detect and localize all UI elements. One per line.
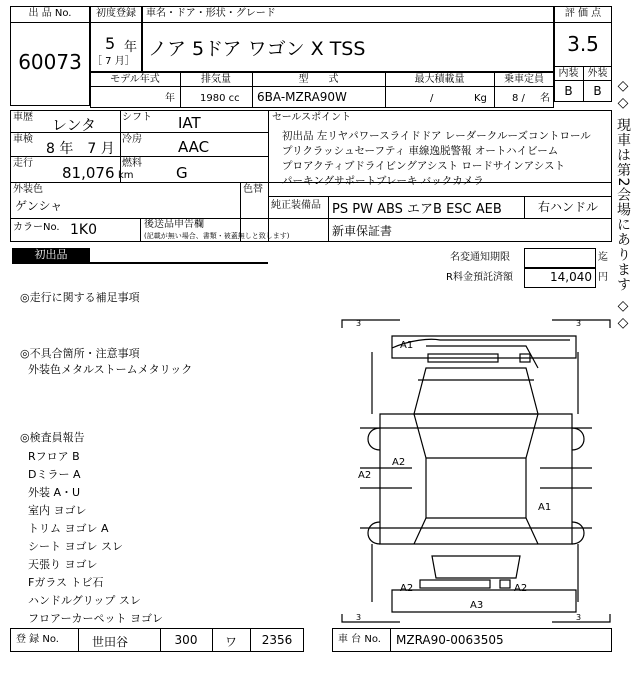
capacity-label: 乗車定員 — [504, 74, 544, 85]
ext-color-label: 外装色 — [13, 184, 43, 195]
mileage-unit: km — [118, 170, 134, 181]
reg-number: 2356 — [261, 633, 293, 647]
mileage-label: 走行 — [13, 158, 33, 169]
shift-value: IAT — [178, 114, 201, 132]
defect-title: ◎不具合箇所・注意事項 — [20, 347, 140, 360]
recycle-value: 14,040 — [550, 270, 592, 284]
damage-mark: A3 — [470, 600, 484, 611]
recycle-label: R料金預託済額 — [446, 272, 513, 283]
exterior-label: 外装 — [587, 68, 608, 79]
sales-label: セールスポイント — [272, 112, 352, 123]
equip-value: PS PW ABS エアB ESC AEB — [332, 202, 502, 217]
diagram-corner-tr: 3 — [576, 319, 582, 328]
damage-mark: A2 — [392, 457, 406, 468]
inspector-line: ハンドルグリップ スレ — [28, 594, 141, 607]
defect-text: 外装色メタルストームメタリック — [28, 363, 193, 376]
car-damage-diagram — [340, 318, 612, 624]
inspector-line: 室内 ヨゴレ — [28, 504, 87, 517]
shift-label: シフト — [122, 112, 152, 123]
warranty-value: 新車保証書 — [332, 224, 393, 238]
chassis-label: 車 台 No. — [338, 634, 381, 645]
load-label: 最大積載量 — [414, 74, 465, 85]
ac-label: 冷房 — [122, 134, 142, 145]
capacity-unit: 名 — [540, 93, 550, 104]
inspection-label: 車検 — [13, 134, 33, 145]
reg-year-unit: 年 — [124, 40, 138, 55]
interior-label: 内装 — [558, 68, 579, 79]
notice-label: 名変通知期限 — [450, 252, 510, 263]
reg-kana: ワ — [224, 635, 237, 649]
first-reg-label: 初度登録 — [96, 8, 136, 19]
inspector-line: 天張り ヨゴレ — [28, 558, 98, 571]
fuel-label: 燃料 — [122, 158, 142, 169]
history-label: 車歴 — [13, 112, 33, 123]
capacity-value: 8 / — [512, 93, 525, 104]
drive-notes-title: ◎走行に関する補足事項 — [20, 291, 140, 304]
color-no-value: 1K0 — [70, 222, 97, 238]
displacement: 1980 cc — [200, 93, 240, 104]
inspector-line: Rフロア B — [28, 450, 80, 463]
notice-box — [524, 248, 596, 268]
car-name-label: 車名・ドア・形状・グレード — [146, 8, 276, 19]
car-name: ノア 5ドア ワゴン X TSS — [148, 38, 366, 60]
diagram-corner-bl: 3 — [356, 613, 362, 622]
chassis-number: MZRA90-0063505 — [396, 633, 504, 647]
exterior-grade: B — [593, 84, 602, 98]
reg-class: 300 — [174, 633, 198, 647]
diagram-corner-br: 3 — [576, 613, 582, 622]
inspector-line: Dミラー A — [28, 468, 81, 481]
mileage-value: 81,076 — [62, 164, 115, 182]
displacement-label: 排気量 — [201, 74, 231, 85]
model-year-label: モデル年式 — [110, 74, 160, 85]
damage-mark: A1 — [400, 340, 414, 351]
lot-number: 60073 — [18, 50, 82, 74]
damage-mark: A1 — [538, 502, 552, 513]
damage-mark: A2 — [514, 583, 528, 594]
load-value: / — [430, 93, 434, 104]
venue-banner: ◇◇ 現車は第2会場にあります ◇◇ — [615, 78, 631, 332]
type-label: 型 式 — [298, 74, 339, 85]
reg-year: 5 — [105, 34, 116, 53]
inspector-line: トリム ヨゴレ A — [28, 522, 109, 535]
sales-line-4: パーキングサポートブレーキ バックカメラ — [282, 175, 484, 187]
reg-month: ［ 7 月］ — [92, 56, 135, 67]
interior-grade: B — [564, 84, 573, 98]
ext-color-value: ゲンシャ — [15, 199, 63, 213]
history-value: レンタ — [52, 116, 97, 134]
type-value: 6BA-MZRA90W — [257, 90, 347, 104]
inspector-line: Fガラス トビ石 — [28, 576, 104, 589]
first-listing-badge: 初出品 — [12, 248, 90, 262]
docs-label: 後送品申告欄 — [144, 219, 204, 230]
inspector-line: フロアーカーペット ヨゴレ — [28, 612, 163, 625]
lot-label: 出 品 No. — [28, 8, 72, 19]
damage-mark: A2 — [400, 583, 414, 594]
score-label: 評 価 点 — [564, 8, 602, 19]
inspection-value: 8 年 7 月 — [46, 141, 115, 157]
ac-value: AAC — [178, 138, 210, 156]
inspector-title: ◎検査員報告 — [20, 431, 85, 444]
reg-place: 世田谷 — [92, 635, 129, 649]
color-change-label: 色替 — [243, 184, 263, 195]
steering-value: 右ハンドル — [538, 200, 599, 214]
sales-line-3: プロアクティブドライビングアシスト ロードサインアシスト — [282, 160, 565, 172]
load-unit: Kg — [474, 93, 487, 104]
inspector-line: 外装 A・U — [28, 486, 81, 499]
model-year-unit: 年 — [165, 93, 175, 104]
diagram-corner-tl: 3 — [356, 319, 362, 328]
recycle-unit: 円 — [598, 272, 608, 283]
sales-line-2: プリクラッシュセーフティ 車線逸脱警報 オートハイビーム — [282, 145, 559, 157]
damage-mark: A2 — [358, 470, 372, 481]
fuel-value: G — [176, 164, 188, 182]
sales-line-1: 初出品 左リヤパワースライドドア レーダークルーズコントロール — [282, 130, 591, 142]
inspector-line: シート ヨゴレ スレ — [28, 540, 123, 553]
color-no-label: カラーNo. — [13, 222, 60, 233]
reg-no-label: 登 録 No. — [16, 634, 59, 645]
score-value: 3.5 — [567, 32, 599, 56]
equip-label: 純正装備品 — [271, 200, 321, 211]
docs-note: (記載が無い場合、書類・被蓋無しと致します) — [144, 232, 290, 240]
notice-unit: 迄 — [598, 252, 608, 263]
